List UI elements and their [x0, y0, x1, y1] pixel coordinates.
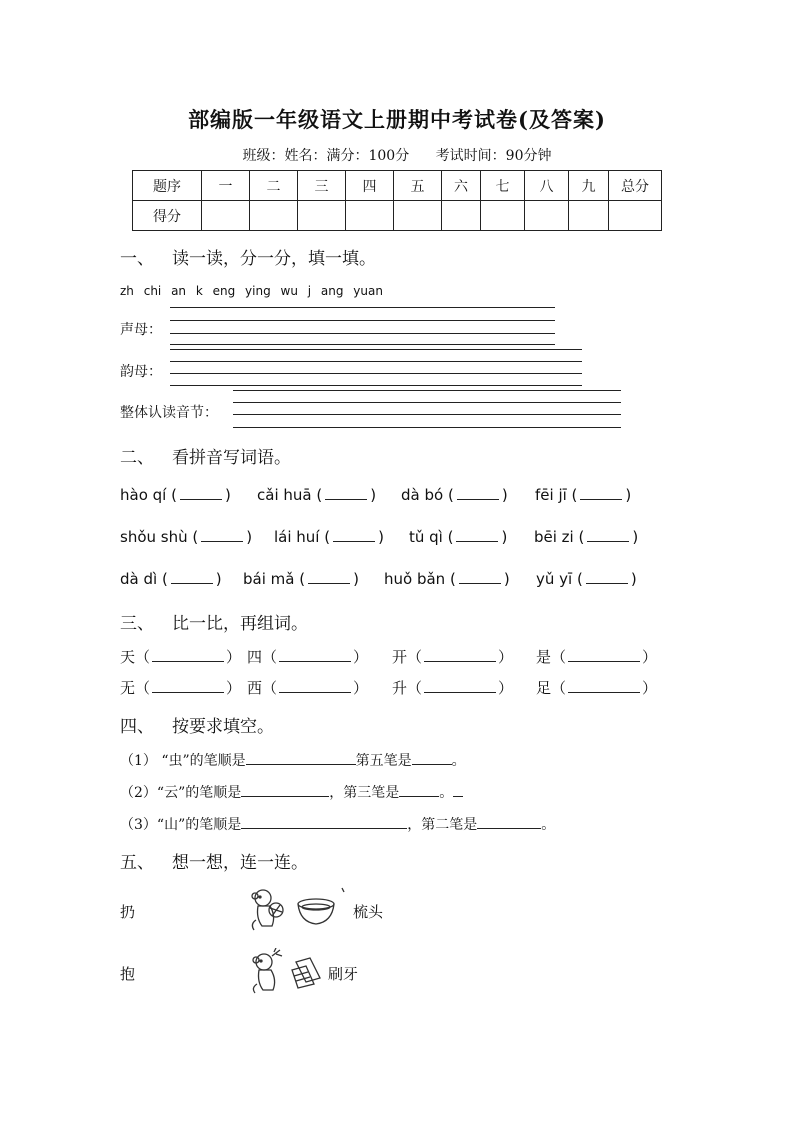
answer-line[interactable]	[170, 373, 582, 374]
pinyin-word: dà bó	[401, 486, 444, 504]
score-cell[interactable]	[569, 201, 609, 231]
answer-line[interactable]	[233, 402, 621, 403]
answer-line[interactable]	[170, 361, 582, 362]
compare-item[interactable]: 天（ ）	[120, 648, 242, 666]
question-text: （1） “虫”的笔顺是	[120, 753, 246, 769]
pinyin-word: cǎi huā	[257, 486, 312, 504]
flower-icon	[272, 948, 282, 956]
pinyin-item[interactable]: tǔ qì ( )	[409, 528, 508, 546]
answer-line[interactable]	[170, 307, 555, 308]
compare-char: 四	[247, 648, 263, 666]
col-header: 八	[525, 171, 569, 201]
pinyin-item[interactable]: lái huí ( )	[274, 528, 384, 546]
section-4-heading	[120, 712, 274, 737]
score-cell[interactable]	[394, 201, 442, 231]
section-5-heading	[120, 848, 308, 873]
pinyin-item[interactable]: fēi jī ( )	[535, 486, 632, 504]
compare-char: 升	[392, 679, 408, 697]
score-table-header-row	[133, 171, 662, 201]
pinyin-item[interactable]: bái mǎ ( )	[243, 570, 359, 588]
question-text: （3）“山”的笔顺是	[120, 817, 242, 833]
score-cell[interactable]	[346, 201, 394, 231]
compare-item[interactable]: 无（ ）	[120, 679, 242, 697]
section-3-heading	[120, 609, 308, 634]
compare-item[interactable]: 四（ ）	[247, 648, 369, 666]
section-number: 五、	[120, 853, 154, 873]
pinyin-item[interactable]: dà bó ( )	[401, 486, 508, 504]
col-header: 五	[394, 171, 442, 201]
exam-info	[0, 145, 794, 165]
monkey-basin-picture[interactable]	[248, 886, 346, 932]
question-text: 。	[439, 785, 454, 801]
compare-char: 无	[120, 679, 136, 697]
pinyin-word: tǔ qì	[409, 528, 443, 546]
pinyin-word: yǔ yī	[536, 570, 573, 588]
phrase-comb-hair[interactable]: 梳头	[353, 903, 384, 921]
score-table	[132, 170, 662, 231]
pinyin-item[interactable]: cǎi huā ( )	[257, 486, 377, 504]
col-header: 六	[442, 171, 481, 201]
question-text: 第五笔是	[355, 753, 412, 769]
col-header: 七	[481, 171, 525, 201]
question-text: 。	[541, 817, 556, 833]
score-cell[interactable]	[481, 201, 525, 231]
page-title: 部编版一年级语文上册期中考试卷(及答案)	[188, 107, 606, 132]
compare-char: 是	[536, 648, 552, 666]
compare-item[interactable]: 足（ ）	[536, 679, 658, 697]
pinyin-word: bái mǎ	[243, 570, 295, 588]
phrase-brush-teeth[interactable]: 刷牙	[328, 965, 359, 983]
compare-char: 开	[392, 648, 408, 666]
answer-line[interactable]	[170, 349, 582, 350]
section-title: 比一比，再组词。	[172, 614, 308, 634]
score-cell[interactable]	[298, 201, 346, 231]
score-table-score-row	[133, 201, 662, 231]
verb-1[interactable]: 扔	[120, 903, 136, 921]
compare-char: 天	[120, 648, 136, 666]
class-name-score-label: 班级：姓名：满分：100分	[242, 148, 410, 164]
compare-item[interactable]: 开（ ）	[392, 648, 514, 666]
col-header: 九	[569, 171, 609, 201]
col-header: 四	[346, 171, 394, 201]
pinyin-item[interactable]: dà dì ( )	[120, 570, 222, 588]
zhengti-label: 整体认读音节：	[120, 405, 218, 421]
yunmu-label: 韵母：	[120, 364, 162, 380]
section-2-heading	[120, 443, 291, 468]
col-header: 二	[250, 171, 298, 201]
section-title: 看拼音写词语。	[172, 448, 291, 468]
compare-item[interactable]: 西（ ）	[247, 679, 369, 697]
score-cell[interactable]	[250, 201, 298, 231]
pinyin-word: huǒ bǎn	[384, 570, 446, 588]
answer-line[interactable]	[233, 427, 621, 428]
answer-line[interactable]	[170, 385, 582, 386]
score-cell[interactable]	[525, 201, 569, 231]
pinyin-word: shǒu shù	[120, 528, 188, 546]
question-text: （2）“云”的笔顺是	[120, 785, 242, 801]
col-header: 总分	[609, 171, 662, 201]
answer-line[interactable]	[170, 333, 555, 334]
section-number: 三、	[120, 614, 154, 634]
shengmu-label: 声母：	[120, 322, 162, 338]
pinyin-item[interactable]: huǒ bǎn ( )	[384, 570, 510, 588]
compare-item[interactable]: 是（ ）	[536, 648, 658, 666]
monkey-towel-picture[interactable]	[248, 948, 328, 994]
question-2[interactable]	[120, 782, 463, 802]
question-text: ，第三笔是	[329, 785, 400, 801]
pinyin-word: fēi jī	[535, 486, 567, 504]
section-number: 四、	[120, 717, 154, 737]
section-title: 按要求填空。	[172, 717, 274, 737]
answer-line[interactable]	[233, 390, 621, 391]
verb-2[interactable]: 抱	[120, 965, 136, 983]
col-header: 三	[298, 171, 346, 201]
pinyin-item[interactable]: bēi zi ( )	[534, 528, 639, 546]
score-cell[interactable]	[609, 201, 662, 231]
compare-char: 足	[536, 679, 552, 697]
question-text: ，第二笔是	[407, 817, 478, 833]
col-header: 一	[202, 171, 250, 201]
pinyin-item[interactable]: shǒu shù ( )	[120, 528, 253, 546]
section-number: 二、	[120, 448, 154, 468]
answer-line[interactable]	[170, 344, 555, 345]
answer-line[interactable]	[233, 414, 621, 415]
col-header: 题序	[133, 171, 202, 201]
section-title: 想一想，连一连。	[172, 853, 308, 873]
section-1-heading	[120, 244, 376, 269]
compare-char: 西	[247, 679, 263, 697]
row-label: 得分	[133, 201, 202, 231]
pinyin-item[interactable]: hào qí ( )	[120, 486, 231, 504]
pinyin-word: bēi zi	[534, 528, 574, 546]
question-text: 。	[451, 753, 466, 769]
pinyin-word: hào qí	[120, 486, 167, 504]
pinyin-list: zh chi an k eng ying wu j ang yuan	[120, 284, 383, 298]
score-cell[interactable]	[442, 201, 481, 231]
section-number: 一、	[120, 249, 154, 269]
section-title: 读一读，分一分，填一填。	[172, 249, 376, 269]
question-1[interactable]	[120, 750, 466, 770]
pinyin-word: dà dì	[120, 570, 158, 588]
question-3[interactable]	[120, 814, 555, 834]
pinyin-word: lái huí	[274, 528, 320, 546]
score-cell[interactable]	[202, 201, 250, 231]
exam-time-label: 考试时间：90分钟	[435, 148, 552, 164]
answer-line[interactable]	[170, 320, 555, 321]
pinyin-item[interactable]: yǔ yī ( )	[536, 570, 637, 588]
compare-item[interactable]: 升（ ）	[392, 679, 514, 697]
